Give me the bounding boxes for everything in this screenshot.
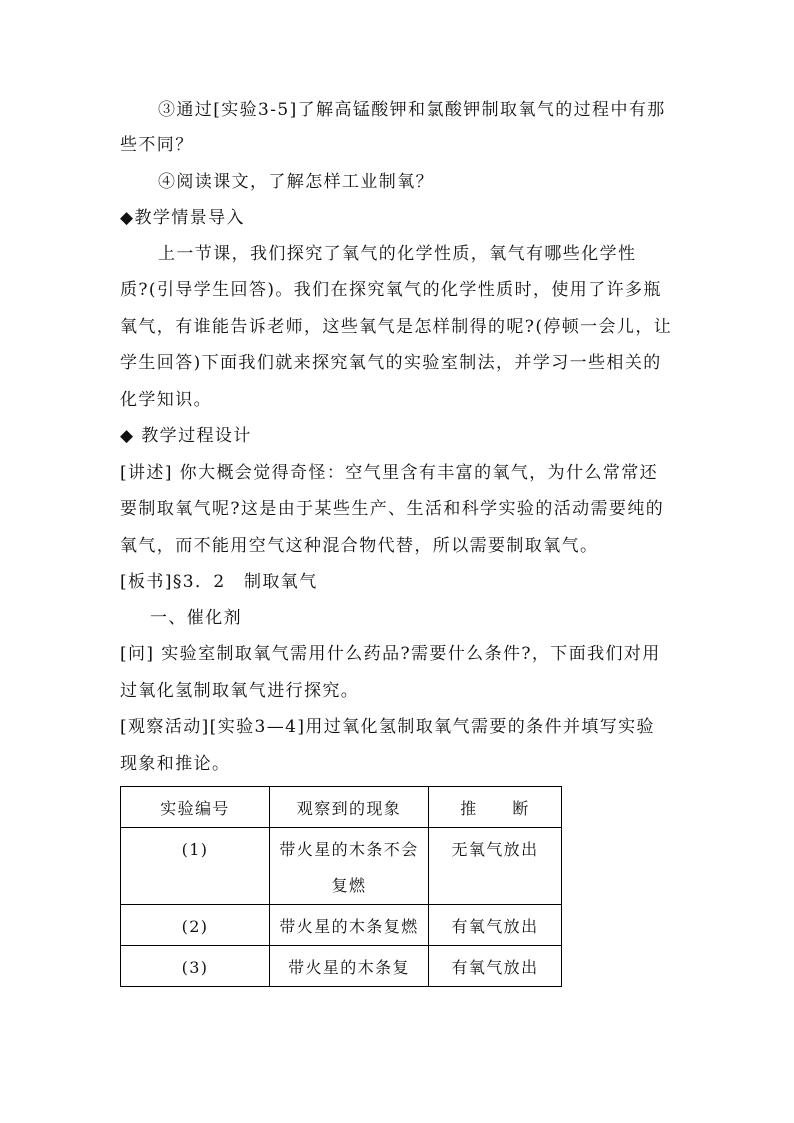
intro-paragraph-line: 质?(引导学生回答)。我们在探究氧气的化学性质时，使用了许多瓶 <box>120 280 662 300</box>
question-line: [问] 实验室制取氧气需用什么药品?需要什么条件?，下面我们对用 <box>120 644 661 664</box>
activity-line: [观察活动][实验3—4]用过氧化氢制取氧气需要的条件并填写实验 <box>120 717 655 737</box>
table-header-row <box>121 787 562 828</box>
question-line: 过氧化氢制取氧气进行探究。 <box>120 681 360 701</box>
lecture-line: 要制取氧气呢?这是由于某些生产、生活和科学实验的活动需要纯的 <box>120 499 665 519</box>
cell-phenomenon: 带火星的木条复燃 <box>270 905 429 946</box>
cell-experiment-id: (2) <box>121 905 270 946</box>
cell-inference: 无氧气放出 <box>429 828 562 905</box>
cell-inference: 有氧气放出 <box>429 905 562 946</box>
board-note: [板书]§3．2 制取氧气 <box>120 572 318 592</box>
observation-table <box>120 786 562 987</box>
objective-3-line1: ③通过[实验3-5]了解高锰酸钾和氯酸钾制取氧气的过程中有那 <box>158 100 666 120</box>
table-row <box>121 905 562 946</box>
activity-line: 现象和推论。 <box>120 754 231 774</box>
intro-paragraph-line: 上一节课，我们探究了氧气的化学性质，氧气有哪些化学性 <box>158 244 637 264</box>
cell-experiment-id: (1) <box>121 828 270 905</box>
intro-paragraph-line: 学生回答)下面我们就来探究氧气的实验室制法，并学习一些相关的 <box>120 353 662 373</box>
cell-experiment-id: (3) <box>121 946 270 987</box>
lecture-line: 氧气，而不能用空气这种混合物代替，所以需要制取氧气。 <box>120 536 599 556</box>
table-row <box>121 828 562 905</box>
intro-paragraph-line: 化学知识。 <box>120 390 212 410</box>
cell-inference: 有氧气放出 <box>429 946 562 987</box>
cell-phenomenon: 带火星的木条不会复燃 <box>270 828 429 905</box>
process-heading: ◆ 教学过程设计 <box>120 426 252 446</box>
intro-heading: ◆教学情景导入 <box>120 208 245 228</box>
cell-phenomenon: 带火星的木条复 <box>270 946 429 987</box>
lecture-line: [讲述] 你大概会觉得奇怪：空气里含有丰富的氧气，为什么常常还 <box>120 463 659 483</box>
header-inference: 推 断 <box>429 787 562 828</box>
table-row <box>121 946 562 987</box>
intro-paragraph-line: 氧气，有谁能告诉老师，这些氧气是怎样制得的呢?(停顿一会儿，让 <box>120 317 673 337</box>
section-heading: 一、催化剂 <box>150 608 242 628</box>
objective-3-line2: 些不同？ <box>120 135 194 155</box>
objective-4: ④阅读课文，了解怎样工业制氧？ <box>158 172 434 192</box>
header-experiment-id: 实验编号 <box>121 787 270 828</box>
header-phenomenon: 观察到的现象 <box>270 787 429 828</box>
